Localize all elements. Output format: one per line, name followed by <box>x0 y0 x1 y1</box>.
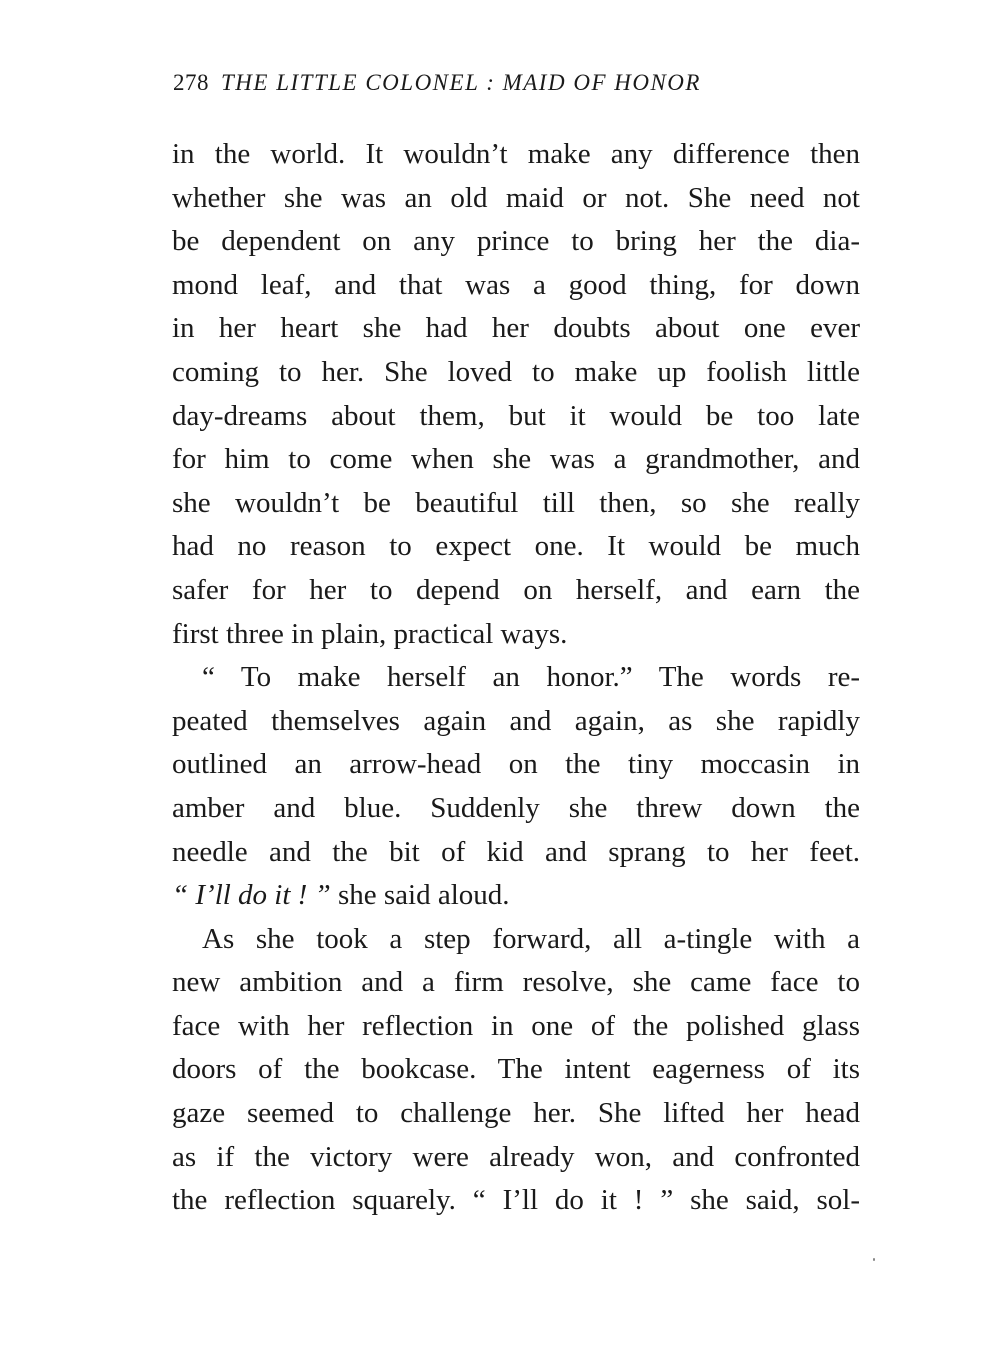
page-number: 278 <box>173 70 209 95</box>
text-line: the reflection squarely. “ I’ll do it ! ” she said, sol- <box>172 1184 860 1217</box>
text-line: amber and blue. Suddenly she threw down the <box>172 791 860 824</box>
running-head <box>173 70 863 96</box>
paragraph-3 <box>172 918 860 1223</box>
text-line: gaze seemed to challenge her. She lifted her head <box>172 1097 860 1130</box>
text-line: had no reason to expect one. It would be much <box>172 530 860 563</box>
text-line: safer for her to depend on herself, and earn the <box>172 573 860 606</box>
running-title: THE LITTLE COLONEL : MAID OF HONOR <box>221 70 701 95</box>
text-line: for him to come when she was a grandmother, and <box>172 443 860 476</box>
quote-attribution: she said aloud. <box>330 879 510 912</box>
text-line: day-dreams about them, but it would be too late <box>172 399 860 432</box>
text-line: As she took a step forward, all a-tingle with a <box>202 922 860 955</box>
text-line: in the world. It wouldn’t make any difference then <box>172 138 860 170</box>
text-line: coming to her. She loved to make up foolish little <box>172 355 860 388</box>
text-line: peated themselves again and again, as she rapidly <box>172 704 860 737</box>
text-line: whether she was an old maid or not. She need not <box>172 181 860 214</box>
paragraph-2 <box>172 656 860 918</box>
text-line: mond leaf, and that was a good thing, for down <box>172 268 860 301</box>
paragraph-1 <box>172 133 860 656</box>
text-line: she wouldn’t be beautiful till then, so she really <box>172 486 860 519</box>
text-line: outlined an arrow-head on the tiny moccasin in <box>172 748 860 781</box>
italic-quote: “ I’ll do it ! ” <box>172 879 331 912</box>
text-line: be dependent on any prince to bring her the dia- <box>172 225 860 258</box>
text-line: doors of the bookcase. The intent eagerness of its <box>172 1053 860 1086</box>
text-line: “ To make herself an honor.” The words re- <box>202 661 860 694</box>
paper-speck <box>873 1258 875 1261</box>
text-line: in her heart she had her doubts about one ever <box>172 312 860 345</box>
text-line: new ambition and a firm resolve, she came face to <box>172 966 860 999</box>
text-line <box>172 874 860 918</box>
text-line: first three in plain, practical ways. <box>172 617 568 650</box>
text-line: needle and the bit of kid and sprang to her feet. <box>172 835 860 868</box>
text-line: as if the victory were already won, and confronted <box>172 1140 860 1173</box>
body-text <box>172 133 860 1223</box>
text-line: face with her reflection in one of the polished glass <box>172 1009 860 1042</box>
